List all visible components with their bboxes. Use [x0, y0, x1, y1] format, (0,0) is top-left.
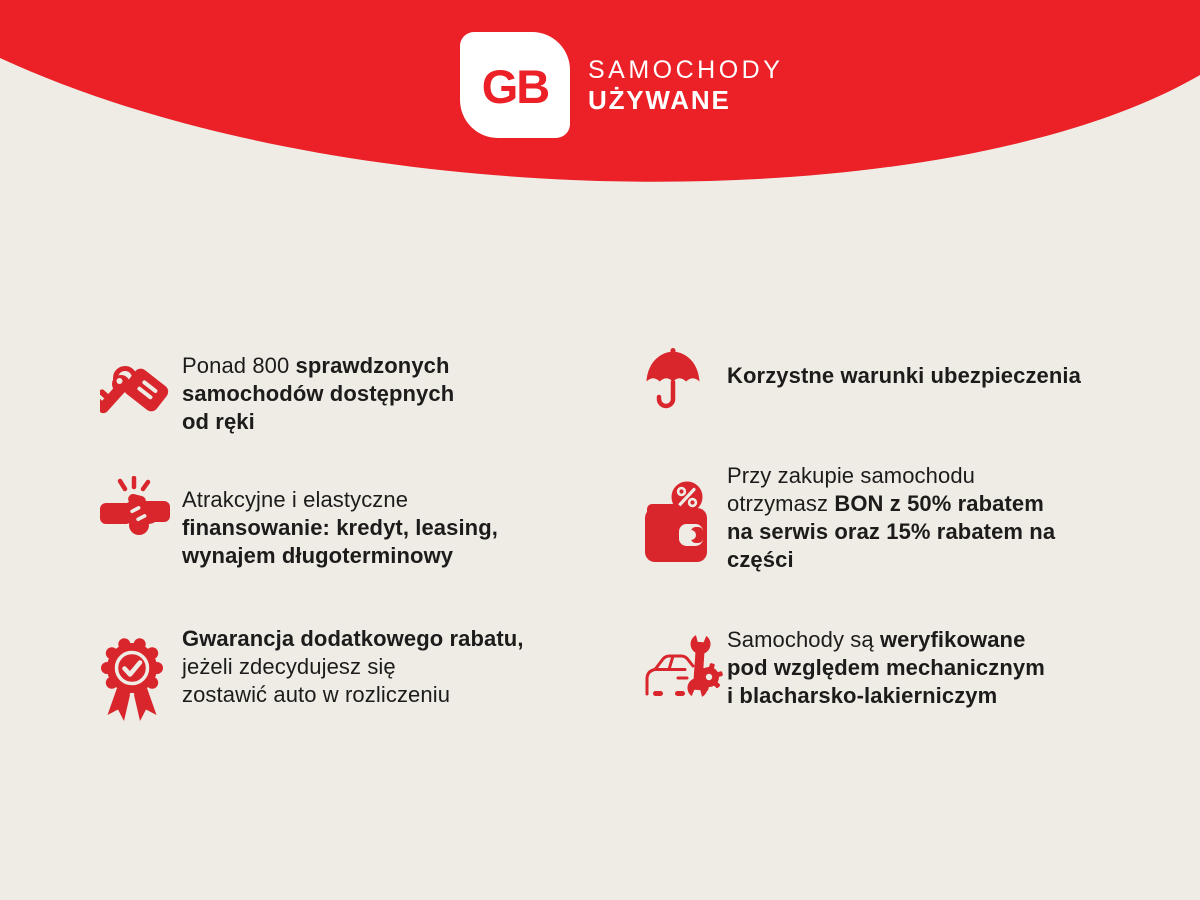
feature-line — [182, 380, 454, 408]
feature-icon-box — [645, 626, 727, 699]
text-segment: pod względem mechanicznym — [727, 655, 1045, 680]
logo-gb-text: GB — [481, 59, 549, 113]
feature-text — [182, 486, 498, 570]
key-tag-icon — [100, 362, 170, 426]
brand-subtitle: UŻYWANE — [588, 85, 731, 115]
handshake-icon — [100, 476, 170, 538]
feature-icon-box — [100, 625, 182, 722]
text-segment: części — [727, 547, 794, 572]
feature-line — [182, 514, 498, 542]
text-segment: weryfikowane — [879, 627, 1026, 652]
feature-line — [727, 462, 1055, 490]
feature-text — [727, 626, 1045, 710]
feature-line — [727, 626, 1045, 654]
feature-item-verification — [645, 626, 1045, 710]
feature-line — [727, 682, 1045, 710]
text-segment: Korzystne warunki ubezpieczenia — [727, 363, 1081, 388]
brand-title-block — [588, 57, 783, 114]
feature-line — [182, 681, 524, 709]
text-segment: Przy zakupie samochodu — [727, 463, 975, 488]
text-segment: sprawdzonych — [295, 353, 450, 378]
feature-line — [182, 653, 524, 681]
feature-icon-box — [645, 362, 727, 410]
umbrella-icon — [645, 348, 701, 410]
feature-item-discount-guarantee — [100, 625, 524, 722]
text-segment: wynajem długoterminowy — [182, 543, 454, 568]
feature-line — [182, 625, 524, 653]
feature-text — [182, 352, 454, 436]
feature-icon-box — [100, 352, 182, 426]
text-segment: otrzymasz — [727, 491, 835, 516]
feature-item-insurance — [645, 362, 1081, 410]
feature-line — [182, 542, 498, 570]
car-service-icon — [645, 633, 723, 699]
feature-line — [182, 486, 498, 514]
feature-item-service-bonus — [645, 462, 1055, 574]
feature-item-available-cars — [100, 352, 454, 436]
text-segment: samochodów dostępnych — [182, 381, 455, 406]
wallet-discount-icon — [645, 478, 709, 564]
feature-line — [727, 518, 1055, 546]
feature-icon-box — [100, 486, 182, 538]
text-segment: Ponad 800 — [182, 353, 296, 378]
text-segment: Gwarancja dodatkowego rabatu, — [182, 626, 524, 651]
brand-title: SAMOCHODY — [588, 56, 784, 84]
text-segment: BON z 50% rabatem — [834, 491, 1044, 516]
feature-line — [727, 546, 1055, 574]
feature-icon-box — [645, 462, 727, 564]
text-segment: na serwis oraz 15% rabatem na — [727, 519, 1056, 544]
text-segment: od ręki — [182, 409, 255, 434]
feature-line — [727, 490, 1055, 518]
feature-text — [727, 362, 1081, 390]
text-segment: Samochody są — [727, 627, 880, 652]
feature-line — [727, 654, 1045, 682]
text-segment: finansowanie: kredyt, leasing, — [182, 515, 498, 540]
text-segment: i blacharsko-lakierniczym — [727, 683, 998, 708]
feature-text — [727, 462, 1055, 574]
award-badge-icon — [100, 638, 164, 722]
text-segment: zostawić auto w rozliczeniu — [182, 682, 451, 707]
feature-text — [182, 625, 524, 709]
text-segment: Atrakcyjne i elastyczne — [182, 487, 409, 512]
feature-line — [182, 352, 454, 380]
feature-line — [727, 362, 1081, 390]
text-segment: jeżeli zdecydujesz się — [182, 654, 396, 679]
feature-line — [182, 408, 454, 436]
feature-item-financing — [100, 486, 498, 570]
brand-logo — [460, 32, 570, 138]
